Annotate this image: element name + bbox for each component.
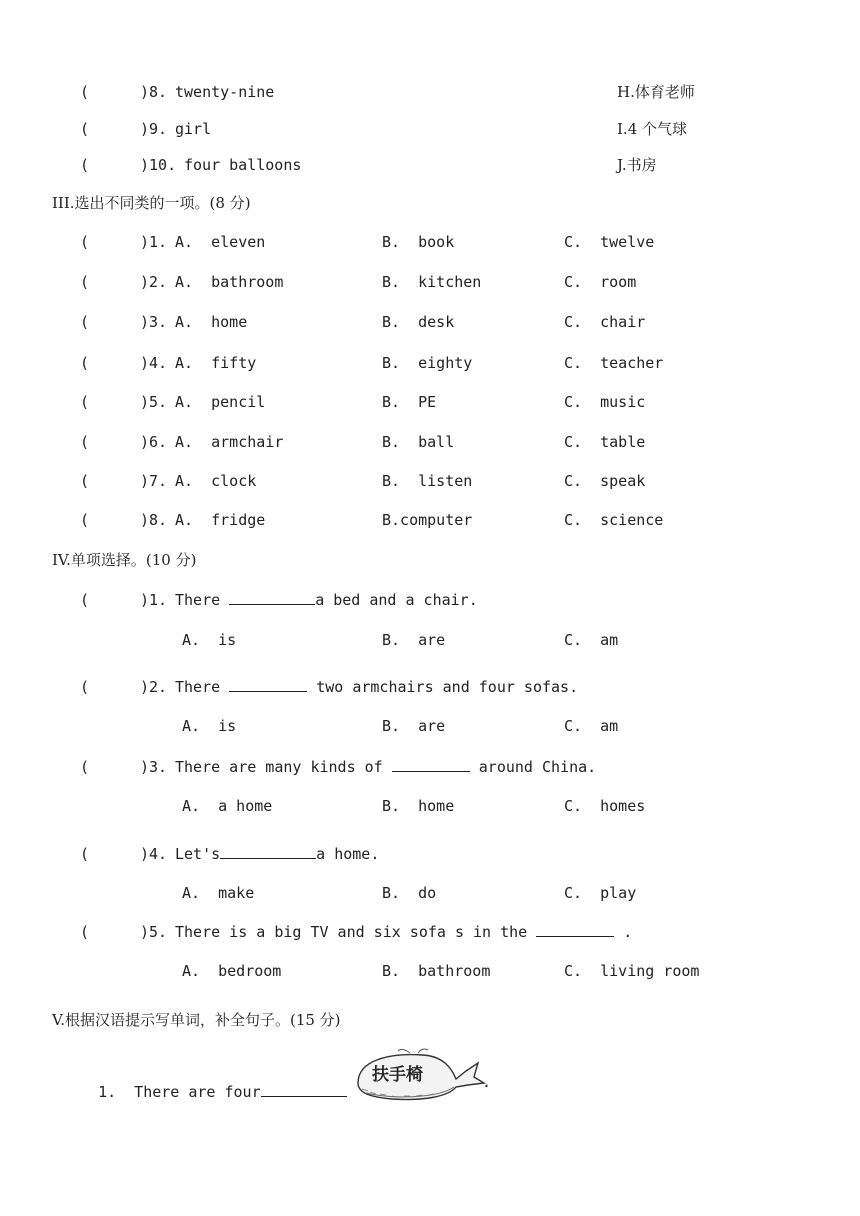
option-a: A. bathroom [175,273,284,291]
question-number: )4. [140,354,168,372]
option-b: B. ball [382,433,455,451]
option-a: A. fifty [175,354,257,372]
section-heading-part3: III.选出不同类的一项。(8 分) [52,194,251,212]
option-b: B. book [382,233,455,251]
option-b: B. desk [382,313,455,331]
option-b: B. are [382,717,446,735]
question-number: )3. [140,758,168,776]
answer-paren: ( [80,845,90,863]
question-number: )4. [140,845,168,863]
answer-paren: ( [80,354,90,372]
answer-paren: ( [80,120,90,138]
option-a: A. clock [175,472,257,490]
question-number: )9. [140,120,168,138]
question-number: )5. [140,393,168,411]
answer-paren: ( [80,591,90,609]
question-stem: There [175,591,230,609]
option-b: B. listen [382,472,473,490]
question-number: )1. [140,233,168,251]
question-number: )8. [140,83,168,101]
answer-paren: ( [80,83,90,101]
option-a: A. a home [182,797,273,815]
answer-blank[interactable] [261,1082,347,1097]
question-text [175,757,596,777]
section-heading-part4: IV.单项选择。(10 分) [52,551,197,569]
answer-paren: ( [80,678,90,696]
answer-paren: ( [80,156,90,174]
option-c: C. table [564,433,646,451]
question-stem: There [175,678,230,696]
fill-in-question-1 [80,1062,347,1102]
option-c: C. science [564,511,664,529]
option-b: B. eighty [382,354,473,372]
matching-answer: H.体育老师 [617,83,695,101]
option-b: B. home [382,797,455,815]
option-c: C. room [564,273,637,291]
question-number: )8. [140,511,168,529]
option-c: C. am [564,631,619,649]
answer-paren: ( [80,313,90,331]
option-b: B. bathroom [382,962,491,980]
question-number: )1. [140,591,168,609]
option-a: A. fridge [175,511,266,529]
question-number: )5. [140,923,168,941]
question-number: )7. [140,472,168,490]
option-a: A. home [175,313,248,331]
question-stem: There are many kinds of [175,758,392,776]
question-number: )6. [140,433,168,451]
option-a: A. pencil [175,393,266,411]
option-c: C. music [564,393,646,411]
matching-item-text: girl [175,120,212,138]
option-b: B. do [382,884,437,902]
answer-paren: ( [80,758,90,776]
question-number: )3. [140,313,168,331]
option-c: C. speak [564,472,646,490]
option-b: B. kitchen [382,273,482,291]
question-text [175,844,379,864]
hint-label: 扶手椅 [372,1065,423,1085]
question-stem-end: a bed and a chair. [315,591,478,609]
answer-blank[interactable] [392,757,470,772]
option-c: C. twelve [564,233,655,251]
option-c: C. living room [564,962,700,980]
matching-item-text: twenty-nine [175,83,275,101]
answer-paren: ( [80,273,90,291]
question-stem-end: a home. [316,845,380,863]
option-c: C. teacher [564,354,664,372]
question-text: 1. There are four [98,1083,261,1101]
question-stem-end: . [614,923,633,941]
answer-paren: ( [80,433,90,451]
section-heading-part5: V.根据汉语提示写单词，补全句子。(15 分) [52,1011,341,1029]
answer-paren: ( [80,511,90,529]
matching-answer: I.4 个气球 [617,120,688,138]
option-a: A. is [182,717,237,735]
question-stem-end: around China. [469,758,597,776]
answer-paren: ( [80,923,90,941]
question-number: )2. [140,273,168,291]
option-b: B.computer [382,511,473,529]
matching-item-text: four balloons [184,156,302,174]
option-c: C. play [564,884,637,902]
matching-answer: J.书房 [617,156,657,174]
question-stem-end: two armchairs and four sofas. [307,678,579,696]
question-stem: Let's [175,845,221,863]
question-text [175,677,578,697]
answer-paren: ( [80,393,90,411]
option-a: A. make [182,884,255,902]
option-a: A. armchair [175,433,284,451]
option-c: C. homes [564,797,646,815]
option-c: C. am [564,717,619,735]
question-text [175,922,632,942]
answer-paren: ( [80,233,90,251]
answer-blank[interactable] [220,844,316,859]
sentence-period: . [482,1073,492,1091]
question-number: )10. [140,156,177,174]
question-number: )2. [140,678,168,696]
option-c: C. chair [564,313,646,331]
option-b: B. PE [382,393,437,411]
option-a: A. eleven [175,233,266,251]
answer-blank[interactable] [229,677,307,692]
answer-blank[interactable] [229,590,315,605]
question-stem: There is a big TV and six sofa s in the [175,923,537,941]
option-a: A. is [182,631,237,649]
answer-paren: ( [80,472,90,490]
option-b: B. are [382,631,446,649]
answer-blank[interactable] [536,922,614,937]
option-a: A. bedroom [182,962,282,980]
question-text [175,590,478,610]
whale-hint-picture [352,1049,492,1107]
